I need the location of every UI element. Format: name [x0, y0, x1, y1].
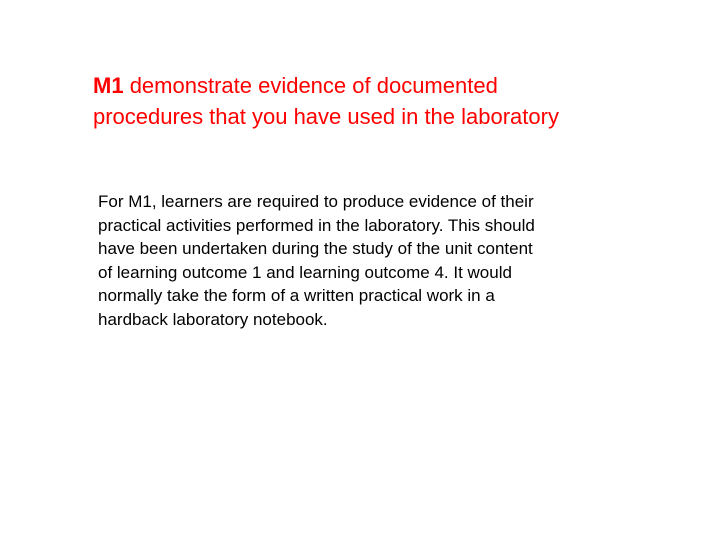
body-line-2: practical activities performed in the laboratory. This should — [98, 215, 535, 235]
body-line-3: have been undertaken during the study of the unit content — [98, 239, 533, 258]
body-line-5: normally take the form of a written practical work in a — [98, 286, 495, 305]
heading-line-1: demonstrate evidence of documented — [129, 73, 498, 98]
body-paragraph — [98, 190, 638, 331]
body-line-6: hardback laboratory notebook. — [98, 309, 328, 329]
heading-line-2: procedures that you have used in the laboratory — [93, 104, 559, 129]
criterion-code: M1 — [93, 73, 124, 98]
body-line-4: of learning outcome 1 and learning outcome 4. It would — [98, 262, 512, 282]
body-line-1: For M1, learners are required to produce evidence of their — [98, 192, 534, 211]
slide-heading — [93, 70, 693, 132]
